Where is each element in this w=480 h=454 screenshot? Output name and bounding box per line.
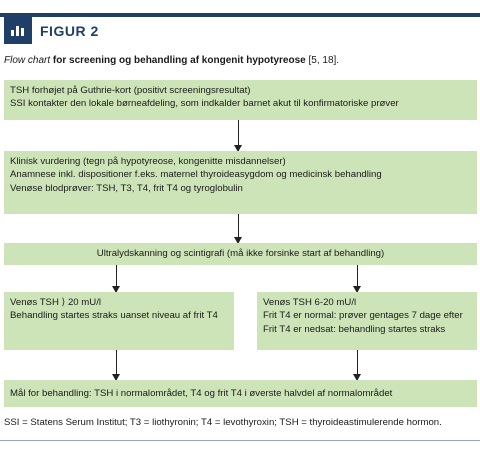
screening-box: [4, 80, 477, 120]
high-tsh-line-1: Venøs TSH ⟩ 20 mU/l: [10, 297, 102, 308]
arrow-imaging-to-high-tsh: [116, 265, 117, 292]
bar-chart-icon: [4, 15, 32, 44]
imaging-line: Ultralydskanning og scintigrafi (må ikke forsinke start af behandling): [96, 248, 385, 259]
goal-line: Mål for behandling: TSH i normalområdet, T4 og frit T4 i øverste halvdel af normalområdet: [10, 388, 393, 399]
caption-bold: for screening og behandling af kongenit hypotyreose: [52, 55, 306, 66]
arrow-screening-to-clinical: [238, 120, 239, 151]
abbreviations-footnote: SSI = Statens Serum Institut; T3 = liothyronin; T4 = levothyroxin; TSH = thyroideastimulerende hormon.: [4, 417, 442, 428]
clinical-line-2: Anamnese inkl. dispositioner f.eks. maternel thyroideasygdom og medicinsk behandling: [10, 169, 382, 181]
screening-line-2: SSI kontakter den lokale børneafdeling, som indkalder barnet akut til konfirmatoriske prøver: [10, 98, 399, 110]
arrow-clinical-to-imaging: [238, 214, 239, 243]
arrow-mid-tsh-to-goal: [357, 350, 358, 380]
figure-title: FIGUR 2: [40, 23, 99, 39]
high-tsh-line-2: Behandling startes straks uanset niveau af frit T4: [10, 310, 218, 322]
caption-refs: [5, 18].: [308, 55, 340, 66]
mid-tsh-line-1: Venøs TSH 6-20 mU/l: [263, 297, 357, 308]
header-rule: [0, 13, 480, 17]
clinical-line-1: Klinisk vurdering (tegn på hypotyreose, kongenitte misdannelser): [10, 156, 286, 167]
screening-line-1: TSH forhøjet på Guthrie-kort (positivt screeningsresultat): [10, 85, 251, 96]
arrow-imaging-to-mid-tsh: [357, 265, 358, 292]
mid-tsh-line-2: Frit T4 er normal: prøver gentages 7 dage efter: [263, 310, 463, 322]
treatment-goal-box: [4, 380, 477, 407]
arrow-high-tsh-to-goal: [116, 350, 117, 380]
footer-rule: [0, 440, 480, 441]
figure-caption: [4, 55, 339, 66]
caption-italic: Flow chart: [4, 55, 51, 66]
mid-tsh-box: [257, 292, 477, 350]
high-tsh-box: [4, 292, 234, 350]
clinical-assessment-box: [4, 151, 477, 214]
clinical-line-3: Venøse blodprøver: TSH, T3, T4, frit T4 og tyroglobulin: [10, 182, 243, 194]
mid-tsh-line-3: Frit T4 er nedsat: behandling startes straks: [263, 323, 446, 335]
imaging-box: [4, 243, 477, 265]
